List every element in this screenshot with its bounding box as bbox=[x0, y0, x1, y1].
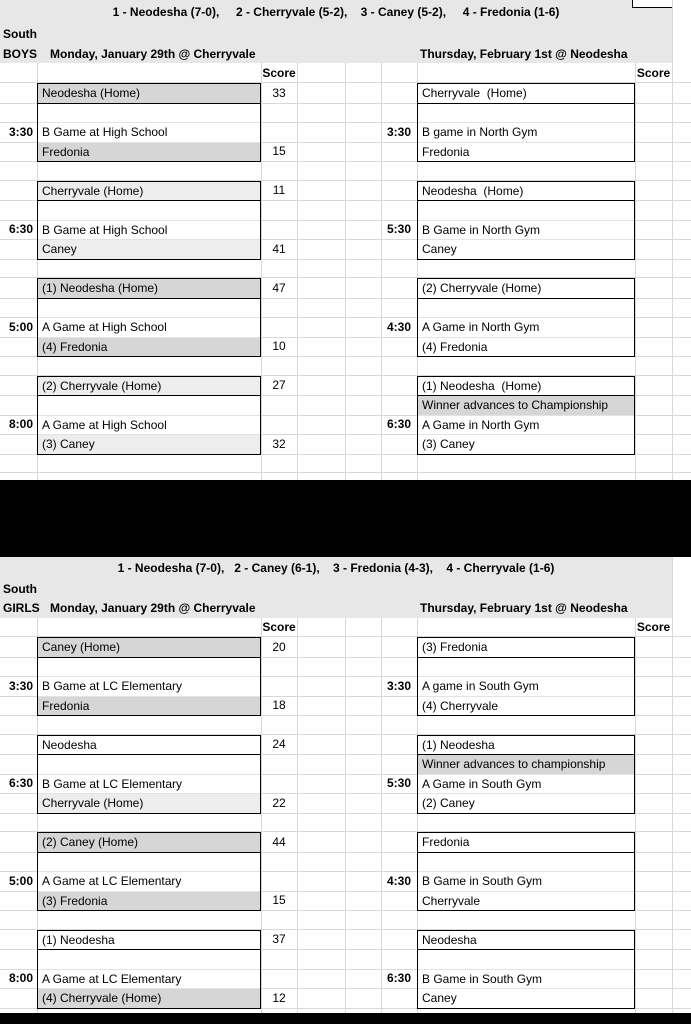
game-matchup-box bbox=[417, 832, 635, 911]
game-matchup-box bbox=[417, 376, 635, 455]
separator-row bbox=[0, 259, 691, 279]
game-info-cell bbox=[418, 123, 634, 143]
note-cell bbox=[38, 104, 260, 124]
team1-name: Fredonia bbox=[422, 835, 470, 850]
team2-score: 22 bbox=[272, 795, 286, 810]
game-matchup-box bbox=[417, 930, 635, 1009]
team1-name: (1) Neodesha (Home) bbox=[422, 378, 542, 393]
team1-name: (3) Fredonia bbox=[422, 640, 488, 655]
game-info-text: B Game at High School bbox=[42, 125, 168, 140]
game-matchup-box bbox=[37, 181, 261, 260]
game-time: 5:00 bbox=[8, 319, 33, 334]
game-matchup-box bbox=[37, 278, 261, 357]
game-time: 6:30 bbox=[8, 222, 33, 237]
game-info-cell bbox=[418, 221, 634, 241]
team1-cell bbox=[418, 638, 634, 658]
game-info-text: B game in North Gym bbox=[422, 125, 538, 140]
game-info-cell bbox=[38, 970, 260, 990]
game-matchup-box bbox=[37, 735, 261, 814]
note-cell bbox=[38, 396, 260, 416]
game-info-text: A Game in North Gym bbox=[422, 417, 540, 432]
team1-cell bbox=[38, 931, 260, 951]
team2-name: Cherryvale bbox=[422, 893, 481, 908]
game-time: 4:30 bbox=[386, 319, 411, 334]
team2-score: 10 bbox=[272, 339, 286, 354]
team1-cell bbox=[418, 84, 634, 104]
team2-name: (4) Fredonia bbox=[422, 339, 488, 354]
team1-cell bbox=[38, 84, 260, 104]
team1-cell bbox=[38, 279, 260, 299]
game-matchup-box bbox=[417, 83, 635, 162]
team2-cell bbox=[418, 338, 634, 357]
team1-name: Cherryvale (Home) bbox=[422, 86, 527, 101]
game-time: 6:30 bbox=[386, 971, 411, 986]
team2-name: (4) Cherryvale (Home) bbox=[42, 991, 162, 1006]
team2-cell bbox=[418, 435, 634, 454]
game-time: 5:30 bbox=[386, 776, 411, 791]
note-cell bbox=[38, 299, 260, 319]
team1-score: 20 bbox=[272, 639, 286, 654]
game-matchup-box bbox=[37, 376, 261, 455]
game-matchup-box bbox=[37, 930, 261, 1009]
game-time: 3:30 bbox=[386, 124, 411, 139]
game-info-cell bbox=[418, 677, 634, 697]
note-cell bbox=[418, 950, 634, 970]
game-info-cell bbox=[38, 221, 260, 241]
team1-cell bbox=[38, 638, 260, 658]
girls-score-header-row bbox=[0, 618, 691, 637]
team1-name: (1) Neodesha bbox=[422, 737, 495, 752]
team2-cell bbox=[38, 697, 260, 716]
team1-name: Neodesha (Home) bbox=[42, 86, 141, 101]
team1-score: 11 bbox=[272, 183, 286, 198]
team2-cell bbox=[38, 435, 260, 454]
region-label: South bbox=[3, 581, 37, 596]
separator-row bbox=[0, 715, 691, 735]
game-info-text: B Game in South Gym bbox=[422, 874, 543, 889]
team2-cell bbox=[38, 989, 260, 1008]
team2-cell bbox=[418, 892, 634, 911]
team2-name: (4) Cherryvale bbox=[422, 698, 499, 713]
team1-cell bbox=[38, 182, 260, 202]
boys-region-row bbox=[0, 24, 691, 44]
team2-cell bbox=[418, 697, 634, 716]
team2-name: Caney bbox=[42, 242, 77, 257]
note-text: Winner advances to championship bbox=[422, 757, 606, 772]
team1-name: Caney (Home) bbox=[42, 640, 121, 655]
team1-score: 47 bbox=[272, 280, 286, 295]
team1-score: 33 bbox=[272, 85, 286, 100]
team1-cell bbox=[38, 736, 260, 756]
region-label: South bbox=[3, 27, 37, 41]
boys-games-grid bbox=[0, 83, 691, 480]
boys-seedings-row bbox=[0, 0, 691, 24]
note-cell bbox=[418, 201, 634, 221]
team2-name: Caney bbox=[422, 242, 457, 257]
game-info-cell bbox=[38, 318, 260, 338]
team2-cell bbox=[38, 892, 260, 911]
boys-seedings-text: 1 - Neodesha (7-0), 2 - Cherryvale (5-2), 3 - Caney (5-2), 4 - Fredonia (1-6) bbox=[112, 5, 560, 19]
team1-cell bbox=[418, 833, 634, 853]
team2-cell bbox=[38, 143, 260, 162]
separator-row bbox=[0, 910, 691, 930]
team2-name: (2) Caney bbox=[422, 796, 475, 811]
team2-score: 18 bbox=[272, 698, 286, 713]
team1-cell bbox=[418, 279, 634, 299]
note-cell bbox=[418, 104, 634, 124]
game-matchup-box bbox=[417, 637, 635, 716]
team1-name: (2) Cherryvale (Home) bbox=[42, 378, 162, 393]
separator-row bbox=[0, 813, 691, 833]
score-column-header-right: Score bbox=[636, 65, 671, 80]
note-cell bbox=[38, 853, 260, 873]
team2-cell bbox=[38, 794, 260, 813]
game-info-cell bbox=[418, 970, 634, 990]
division-label: BOYS bbox=[3, 46, 38, 61]
separator-row bbox=[0, 454, 691, 474]
team2-cell bbox=[38, 240, 260, 259]
team2-name: Fredonia bbox=[42, 698, 90, 713]
girls-region-row bbox=[0, 579, 691, 598]
game-time: 8:00 bbox=[8, 971, 33, 986]
team2-cell bbox=[418, 143, 634, 162]
team2-name: (3) Caney bbox=[422, 437, 475, 452]
team1-score: 24 bbox=[272, 737, 286, 752]
team2-name: Fredonia bbox=[42, 144, 90, 159]
boys-schedule-section bbox=[0, 0, 691, 480]
game-info-cell bbox=[38, 775, 260, 795]
team2-name: Cherryvale (Home) bbox=[42, 796, 144, 811]
team1-name: Neodesha bbox=[42, 737, 97, 752]
note-cell bbox=[418, 658, 634, 678]
team2-name: Fredonia bbox=[422, 144, 470, 159]
note-cell bbox=[38, 755, 260, 775]
game-matchup-box bbox=[37, 83, 261, 162]
team1-name: Neodesha (Home) bbox=[422, 183, 524, 198]
team2-score: 41 bbox=[272, 241, 286, 256]
score-column-header-left: Score bbox=[262, 65, 296, 80]
note-cell bbox=[38, 658, 260, 678]
game-time: 3:30 bbox=[8, 678, 33, 693]
game-time: 8:00 bbox=[8, 417, 33, 432]
boys-division-row bbox=[0, 44, 691, 63]
game-info-cell bbox=[38, 872, 260, 892]
game-info-cell bbox=[418, 775, 634, 795]
game-matchup-box bbox=[417, 278, 635, 357]
team2-score: 15 bbox=[272, 893, 286, 908]
team2-score: 12 bbox=[272, 990, 286, 1005]
game-time: 6:30 bbox=[386, 417, 411, 432]
game-time: 3:30 bbox=[8, 124, 33, 139]
team2-cell bbox=[38, 338, 260, 357]
separator-row bbox=[0, 161, 691, 181]
team2-score: 15 bbox=[272, 144, 286, 159]
game-time: 4:30 bbox=[386, 873, 411, 888]
team1-name: (2) Caney (Home) bbox=[42, 835, 139, 850]
game-info-text: B Game at High School bbox=[42, 222, 168, 237]
game-info-text: B Game at LC Elementary bbox=[42, 776, 183, 791]
team1-name: Neodesha bbox=[422, 932, 477, 947]
game-info-text: A Game at LC Elementary bbox=[42, 971, 182, 986]
team1-name: (1) Neodesha bbox=[42, 932, 115, 947]
section-divider-band bbox=[0, 480, 691, 557]
monday-header: Monday, January 29th @ Cherryvale bbox=[50, 46, 256, 61]
note-cell bbox=[418, 853, 634, 873]
monday-header: Monday, January 29th @ Cherryvale bbox=[50, 601, 256, 615]
team2-cell bbox=[418, 794, 634, 813]
team2-name: (3) Caney bbox=[42, 437, 95, 452]
game-matchup-box bbox=[417, 181, 635, 260]
team2-score: 32 bbox=[272, 436, 286, 451]
team2-name: Caney bbox=[422, 991, 457, 1006]
note-cell bbox=[38, 201, 260, 221]
team1-name: Cherryvale (Home) bbox=[42, 183, 144, 198]
team2-name: (3) Fredonia bbox=[42, 893, 108, 908]
game-time: 5:00 bbox=[8, 873, 33, 888]
girls-schedule-section bbox=[0, 557, 691, 1013]
game-matchup-box bbox=[37, 832, 261, 911]
team1-score: 44 bbox=[272, 834, 286, 849]
girls-division-row bbox=[0, 598, 691, 618]
game-info-text: A Game at LC Elementary bbox=[42, 874, 182, 889]
game-info-cell bbox=[38, 416, 260, 436]
score-column-header-right: Score bbox=[636, 620, 671, 634]
girls-games-grid bbox=[0, 637, 691, 1013]
game-info-cell bbox=[38, 123, 260, 143]
note-text: Winner advances to Championship bbox=[422, 398, 609, 413]
team2-cell bbox=[418, 989, 634, 1008]
team1-score: 37 bbox=[272, 932, 286, 947]
game-time: 5:30 bbox=[386, 222, 411, 237]
note-cell bbox=[418, 299, 634, 319]
game-info-text: B Game in North Gym bbox=[422, 222, 541, 237]
boys-score-header-row bbox=[0, 63, 691, 83]
thursday-header: Thursday, February 1st @ Neodesha bbox=[420, 601, 628, 615]
game-matchup-box bbox=[37, 637, 261, 716]
team1-cell bbox=[418, 931, 634, 951]
bottom-black-bar bbox=[0, 1013, 691, 1024]
game-info-text: A Game at High School bbox=[42, 417, 167, 432]
team1-name: (2) Cherryvale (Home) bbox=[422, 281, 542, 296]
team1-cell bbox=[418, 182, 634, 202]
team1-cell bbox=[418, 377, 634, 397]
team1-cell bbox=[418, 736, 634, 756]
game-info-cell bbox=[38, 677, 260, 697]
game-info-text: B Game at LC Elementary bbox=[42, 679, 183, 694]
game-info-cell bbox=[418, 416, 634, 436]
team1-cell bbox=[38, 833, 260, 853]
game-matchup-box bbox=[417, 735, 635, 814]
note-cell bbox=[418, 396, 634, 416]
cut-off-cell-fragment bbox=[632, 0, 672, 8]
game-info-text: A game in South Gym bbox=[422, 679, 539, 694]
thursday-header: Thursday, February 1st @ Neodesha bbox=[420, 46, 628, 61]
separator-row bbox=[0, 356, 691, 376]
girls-seedings-row bbox=[0, 557, 691, 579]
note-cell bbox=[38, 950, 260, 970]
game-info-cell bbox=[418, 318, 634, 338]
game-info-text: B Game in South Gym bbox=[422, 971, 543, 986]
team1-cell bbox=[38, 377, 260, 397]
girls-seedings-text: 1 - Neodesha (7-0), 2 - Caney (6-1), 3 - Fredonia (4-3), 4 - Cherryvale (1-6) bbox=[117, 561, 555, 575]
note-cell bbox=[418, 755, 634, 775]
team1-score: 27 bbox=[272, 378, 286, 393]
score-column-header-left: Score bbox=[262, 620, 296, 634]
division-label: GIRLS bbox=[3, 601, 40, 615]
game-info-cell bbox=[418, 872, 634, 892]
game-info-text: A Game in North Gym bbox=[422, 320, 540, 335]
game-info-text: A Game in South Gym bbox=[422, 776, 542, 791]
team2-cell bbox=[418, 240, 634, 259]
team1-name: (1) Neodesha (Home) bbox=[42, 281, 159, 296]
game-time: 3:30 bbox=[386, 678, 411, 693]
team2-name: (4) Fredonia bbox=[42, 339, 108, 354]
game-time: 6:30 bbox=[8, 776, 33, 791]
game-info-text: A Game at High School bbox=[42, 320, 167, 335]
